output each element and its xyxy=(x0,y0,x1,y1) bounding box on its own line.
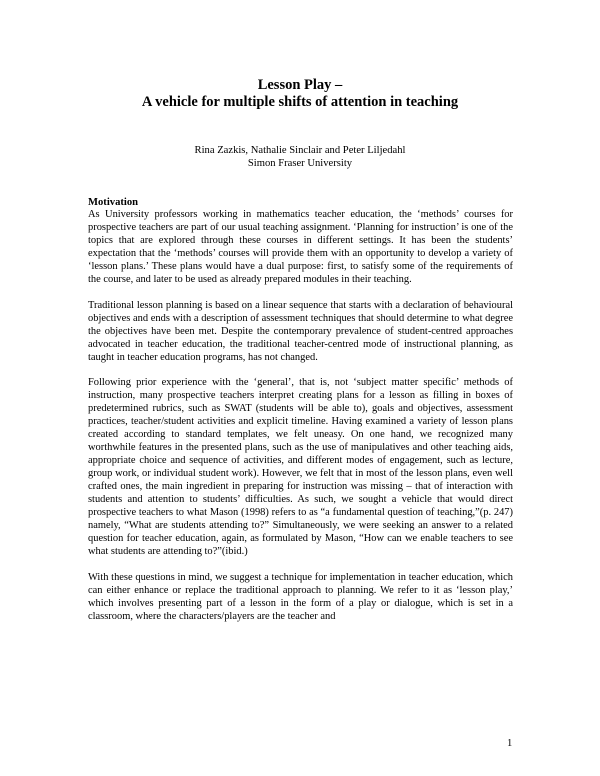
body-text xyxy=(88,209,513,637)
author-block xyxy=(0,144,600,170)
paragraph: Following prior experience with the ‘general’, that is, not ‘subject matter specific’ methods of instruction, many prospective teachers interpret creating plans for a lesson as filling in boxes of predetermined rubrics, such as SWAT (students will be able to), goals and objectives, assessment practices, teacher/student activities and explicit timeline. Having examined a variety of lesson plans created according to standard templates, we felt uneasy. On one hand, we recognized many worthwhile features in the presented plans, such as the use of manipulatives and other teaching aids, appropriate choice and sequence of activities, and different modes of engagement, such as lecture, group work, or individual student work). However, we felt that in most of the lesson plans, even well crafted ones, the main ingredient in preparing for instruction was missing – that of interaction with students and attention to students’ difficulties. As such, we sought a vehicle that would direct prospective teachers to what Mason (1998) refers to as “a fundamental question of teaching,”(p. 247) namely, “What are students attending to?” Simultaneously, we were seeking an answer to a related question for teacher education, again, as formulated by Mason, “How can we enable teachers to see what students are attending to?”(ibid.) xyxy=(88,377,513,557)
paragraph: Traditional lesson planning is based on a linear sequence that starts with a declaration of behavioural objectives and ends with a description of assessment techniques that should determine to what degree the objectives have been met. Despite the contemporary prevalence of student-centred approaches advocated in teacher education, the traditional teacher-centred mode of instructional planning, as taught in teacher education programs, has not changed. xyxy=(88,299,513,363)
title-line-1: Lesson Play – xyxy=(257,77,343,93)
title-line-2: A vehicle for multiple shifts of attention in teaching xyxy=(141,94,459,110)
paragraph: With these questions in mind, we suggest a technique for implementation in teacher education, which can either enhance or replace the traditional approach to planning. We refer to it as ‘lesson play,’ which involves presenting part of a lesson in the form of a play or dialogue, which is set in a classroom, where the characters/players are the teacher and xyxy=(88,571,513,622)
author-affiliation: Simon Fraser University xyxy=(247,158,353,169)
paper-title xyxy=(0,77,600,111)
page-number: 1 xyxy=(507,738,513,749)
author-names: Rina Zazkis, Nathalie Sinclair and Peter Liljedahl xyxy=(194,145,406,156)
section-heading: Motivation xyxy=(88,197,139,208)
paragraph: As University professors working in mathematics teacher education, the ‘methods’ courses for prospective teachers are part of our usual teaching assignment. ‘Planning for instruction’ is one of the topics that are explored through these courses in different settings. It has been the students’ expectation that the ‘methods’ courses will provide them with an opportunity to develop a variety of ‘lesson plans.’ These plans would have a dual purpose: first, to satisfy some of the requirements of the course, and later to be used as already prepared modules in their teaching. xyxy=(88,209,513,285)
